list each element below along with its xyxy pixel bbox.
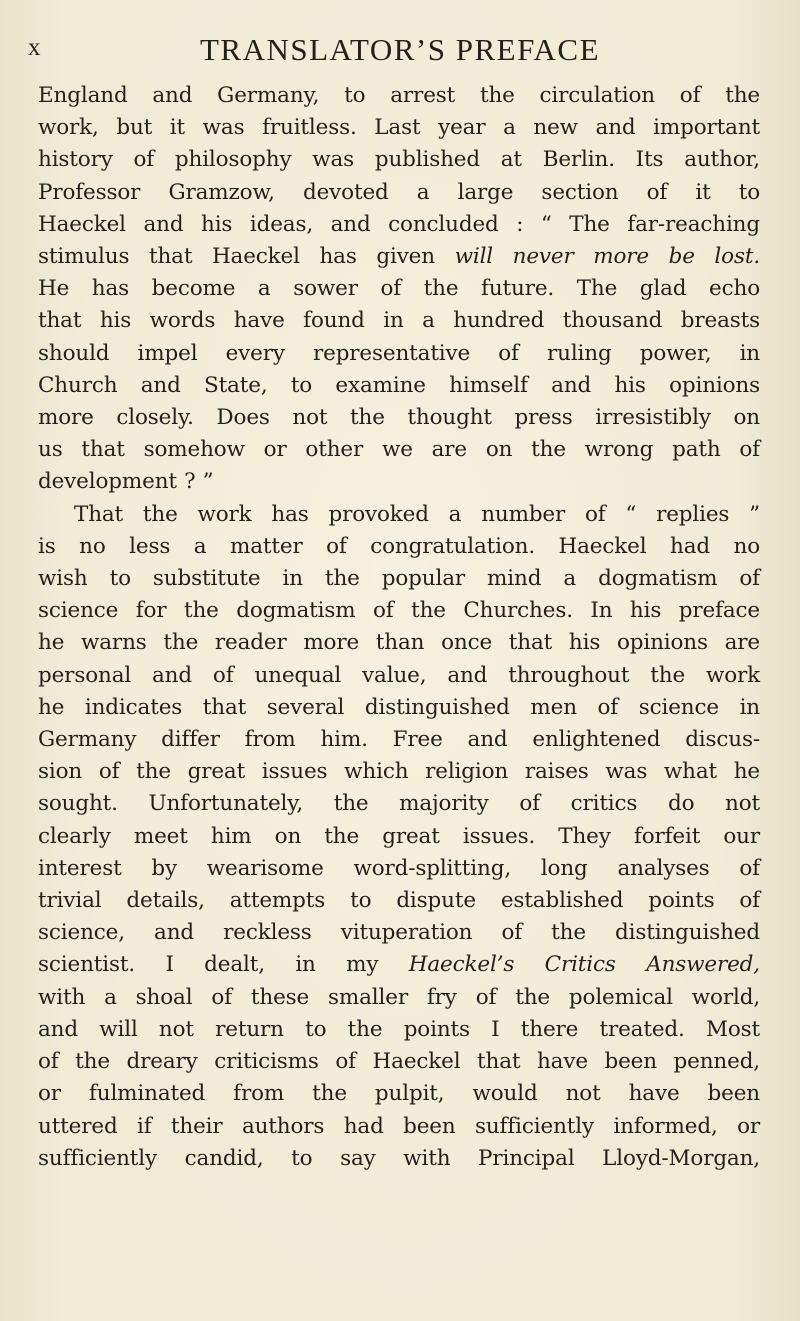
line-text: us that somehow or other we are on the wrong path of bbox=[38, 437, 760, 463]
text-line bbox=[38, 917, 760, 949]
line-text: sion of the great issues which religion raises was what he bbox=[38, 759, 760, 785]
text-line bbox=[38, 821, 760, 853]
text-line bbox=[38, 499, 760, 531]
line-text: stimulus that Haeckel has given bbox=[38, 244, 455, 270]
text-line bbox=[38, 338, 760, 370]
text-line bbox=[38, 563, 760, 595]
text-line bbox=[38, 724, 760, 756]
text-line bbox=[38, 1143, 760, 1175]
line-text: is no less a matter of congratulation. Haeckel had no bbox=[38, 533, 760, 559]
body-text bbox=[38, 80, 760, 1175]
line-text: and will not return to the points I there treated. Most bbox=[38, 1016, 760, 1042]
text-line bbox=[38, 660, 760, 692]
text-line bbox=[38, 209, 760, 241]
text-line bbox=[38, 112, 760, 144]
line-text: personal and of unequal value, and throughout the work bbox=[38, 662, 760, 688]
line-text: science for the dogmatism of the Churches. In his preface bbox=[38, 598, 760, 624]
line-text: uttered if their authors had been sufficiently informed, or bbox=[38, 1113, 760, 1139]
line-text: wish to substitute in the popular mind a dogmatism of bbox=[38, 566, 760, 592]
line-text: interest by wearisome word-splitting, long analyses of bbox=[38, 855, 760, 881]
line-text: he warns the reader more than once that his opinions are bbox=[38, 630, 760, 656]
text-line bbox=[38, 80, 760, 112]
text-line bbox=[38, 885, 760, 917]
text-line bbox=[38, 853, 760, 885]
text-line bbox=[38, 1014, 760, 1046]
line-text: clearly meet him on the great issues. They forfeit our bbox=[38, 823, 760, 849]
text-line bbox=[38, 144, 760, 176]
line-text: work, but it was fruitless. Last year a new and important bbox=[38, 115, 760, 141]
text-line bbox=[38, 434, 760, 466]
line-text: scientist. I dealt, in my bbox=[38, 952, 409, 978]
italic-text: will never more be lost. bbox=[454, 244, 760, 270]
line-text: history of philosophy was published at Berlin. Its author, bbox=[38, 147, 760, 173]
line-text: Church and State, to examine himself and his opinions bbox=[38, 372, 760, 398]
text-line bbox=[38, 1046, 760, 1078]
running-head: TRANSLATOR’S PREFACE bbox=[199, 32, 601, 67]
text-line bbox=[38, 466, 760, 498]
line-text: science, and reckless vituperation of the distinguished bbox=[38, 920, 760, 946]
text-line bbox=[38, 949, 760, 981]
text-line bbox=[38, 595, 760, 627]
line-text: He has become a sower of the future. The glad echo bbox=[38, 276, 760, 302]
text-line bbox=[38, 273, 760, 305]
line-text: England and Germany, to arrest the circulation of the bbox=[38, 83, 760, 108]
line-text: That the work has provoked a number of “ replies ” bbox=[74, 501, 760, 527]
text-line bbox=[38, 627, 760, 659]
line-text: that his words have found in a hundred thousand breasts bbox=[38, 308, 760, 334]
line-text: should impel every representative of ruling power, in bbox=[38, 340, 760, 366]
text-line bbox=[38, 241, 760, 273]
text-line bbox=[38, 692, 760, 724]
text-line bbox=[38, 982, 760, 1014]
line-text: of the dreary criticisms of Haeckel that have been penned, bbox=[38, 1049, 760, 1075]
page-header bbox=[28, 32, 772, 72]
text-line bbox=[38, 1111, 760, 1143]
line-text: he indicates that several distinguished men of science in bbox=[38, 694, 760, 720]
line-text: sought. Unfortunately, the majority of critics do not bbox=[38, 791, 760, 817]
text-line bbox=[38, 756, 760, 788]
line-text: sufficiently candid, to say with Principal Lloyd-Morgan, bbox=[38, 1145, 760, 1171]
line-text: with a shoal of these smaller fry of the polemical world, bbox=[38, 984, 760, 1010]
line-text: Professor Gramzow, devoted a large section of it to bbox=[38, 179, 760, 205]
italic-text: Haeckel’s Critics Answered, bbox=[408, 952, 760, 978]
text-line bbox=[38, 402, 760, 434]
paragraph bbox=[38, 499, 760, 1175]
line-text: development ? ” bbox=[38, 469, 214, 495]
page-number: x bbox=[28, 34, 42, 61]
text-line bbox=[38, 1078, 760, 1110]
text-line bbox=[38, 788, 760, 820]
text-line bbox=[38, 305, 760, 337]
paragraph bbox=[38, 80, 760, 499]
line-text: trivial details, attempts to dispute established points of bbox=[38, 888, 760, 914]
line-text: Haeckel and his ideas, and concluded : “ The far-reaching bbox=[38, 211, 760, 237]
text-line bbox=[38, 531, 760, 563]
line-text: more closely. Does not the thought press irresistibly on bbox=[38, 405, 760, 431]
text-line bbox=[38, 370, 760, 402]
line-text: Germany differ from him. Free and enlightened discus- bbox=[38, 727, 760, 753]
text-line bbox=[38, 177, 760, 209]
line-text: or fulminated from the pulpit, would not have been bbox=[38, 1081, 760, 1107]
